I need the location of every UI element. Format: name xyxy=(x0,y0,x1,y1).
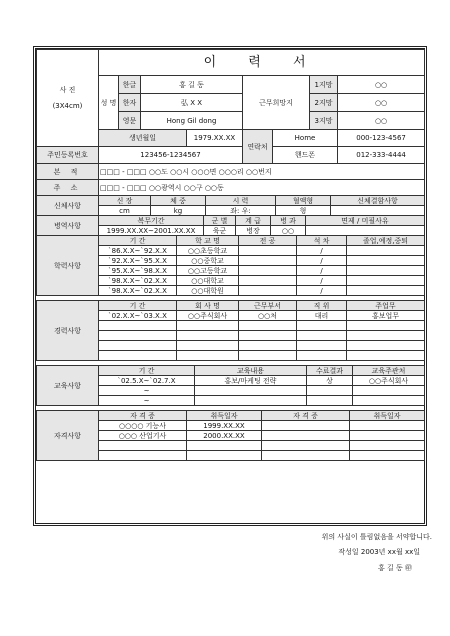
license-header: 취득일자 xyxy=(187,411,262,421)
photo-box xyxy=(37,50,99,147)
mobile-phone: 012-333-4444 xyxy=(338,147,425,164)
license-cell: ○○○○ 기능사 xyxy=(99,421,187,431)
license-header: 자 격 증 xyxy=(262,411,350,421)
license-cell: ○○○ 산업기사 xyxy=(99,431,187,441)
footer xyxy=(0,532,450,573)
hanja-name-label: 한자 xyxy=(119,94,141,112)
military-rank: 병장 xyxy=(236,226,271,236)
signature: 홍 길 동 ㊞ xyxy=(378,564,412,572)
education-cell: / xyxy=(297,256,347,266)
home-phone: 000-123-4567 xyxy=(338,130,425,147)
written-date: 작성일 2003년 xx월 xx일 xyxy=(338,548,420,556)
license-header: 자 격 증 xyxy=(99,411,187,421)
header-table xyxy=(36,49,425,196)
training-cell: 홍보/마케팅 전략 xyxy=(195,376,307,386)
education-cell: / xyxy=(297,266,347,276)
training-cell: ○○주식회사 xyxy=(353,376,425,386)
education-cell: / xyxy=(297,246,347,256)
career-table xyxy=(36,300,425,361)
training-cell: ~ xyxy=(99,386,195,396)
education-cell xyxy=(347,276,425,286)
name-label: 성 명 xyxy=(99,76,119,130)
body-header-blood: 혈액형 xyxy=(276,196,331,206)
body-height: cm xyxy=(99,206,151,216)
career-header: 직 위 xyxy=(297,301,347,311)
desired-place-label: 근무희망지 xyxy=(243,76,310,130)
military-branch: 육군 xyxy=(204,226,236,236)
education-header: 기 간 xyxy=(99,236,177,246)
license-cell: 1999.XX.XX xyxy=(187,421,262,431)
education-cell: ○○대학교 xyxy=(177,276,239,286)
body-blood: 형 xyxy=(276,206,331,216)
korean-name-label: 한글 xyxy=(119,76,141,94)
address-label: 주 소 xyxy=(37,180,99,196)
desired-rank-3: 3지망 xyxy=(310,112,338,130)
desired-value-3: ○○ xyxy=(338,112,425,130)
desired-rank-2: 2지망 xyxy=(310,94,338,112)
english-name: Hong Gil dong xyxy=(141,112,243,130)
origin-value: □□□ - □□□ ○○도 ○○시 ○○○면 ○○○리 ○○번지 xyxy=(99,164,425,180)
military-period: 1999.XX.XX~2001.XX.XX xyxy=(99,226,204,236)
career-label: 경력사항 xyxy=(37,301,99,361)
education-cell: `86.X.X~`92.X.X xyxy=(99,246,177,256)
training-header: 교육주관처 xyxy=(353,366,425,376)
education-cell: / xyxy=(297,276,347,286)
career-header: 근무부서 xyxy=(239,301,297,311)
military-exempt-label: 면제 / 미필사유 xyxy=(306,216,425,226)
body-header-height: 신 장 xyxy=(99,196,151,206)
body-weight: kg xyxy=(151,206,206,216)
body-table xyxy=(36,195,425,216)
career-cell: `02.X.X~`03.X.X xyxy=(99,311,177,321)
career-header: 기 간 xyxy=(99,301,177,311)
desired-rank-1: 1지망 xyxy=(310,76,338,94)
education-cell xyxy=(347,266,425,276)
military-label: 병역사항 xyxy=(37,216,99,236)
career-cell: ○○주식회사 xyxy=(177,311,239,321)
birth-label: 생년월일 xyxy=(99,130,187,147)
license-table xyxy=(36,410,425,461)
military-type: ○○ xyxy=(271,226,306,236)
training-cell: `02.5.X~`02.7.X xyxy=(99,376,195,386)
military-rank-label: 계 급 xyxy=(236,216,271,226)
training-label: 교육사항 xyxy=(37,366,99,406)
education-cell xyxy=(239,266,297,276)
education-cell: ○○중학교 xyxy=(177,256,239,266)
military-branch-label: 군 별 xyxy=(204,216,236,226)
body-header-defects: 신체결함사항 xyxy=(331,196,425,206)
pledge-statement: 위의 사실이 틀림없음을 서약합니다. xyxy=(321,533,432,541)
body-label: 신체사항 xyxy=(37,196,99,216)
page-title: 이 력 서 xyxy=(99,50,425,76)
education-table xyxy=(36,235,425,296)
education-cell xyxy=(239,246,297,256)
education-label: 학력사항 xyxy=(37,236,99,296)
career-header: 회 사 명 xyxy=(177,301,239,311)
education-cell xyxy=(239,276,297,286)
education-header: 학 교 명 xyxy=(177,236,239,246)
military-period-label: 복무기간 xyxy=(99,216,204,226)
training-header: 기 간 xyxy=(99,366,195,376)
education-header: 석 차 xyxy=(297,236,347,246)
desired-value-1: ○○ xyxy=(338,76,425,94)
birth-value: 1979.XX.XX xyxy=(187,130,243,147)
military-exempt xyxy=(306,226,425,236)
education-cell: ○○대학원 xyxy=(177,286,239,296)
home-phone-label: Home xyxy=(273,130,338,147)
english-name-label: 영문 xyxy=(119,112,141,130)
resident-no-label: 주민등록번호 xyxy=(37,147,99,164)
body-header-weight: 체 중 xyxy=(151,196,206,206)
training-header: 교육내용 xyxy=(195,366,307,376)
resident-no: 123456-1234567 xyxy=(99,147,243,164)
license-label: 자격사항 xyxy=(37,411,99,461)
education-cell xyxy=(347,286,425,296)
career-cell: 대리 xyxy=(297,311,347,321)
training-table xyxy=(36,365,425,406)
education-cell xyxy=(347,256,425,266)
military-type-label: 병 과 xyxy=(271,216,306,226)
address-value: □□□ - □□□ ○○광역시 ○○구 ○○동 xyxy=(99,180,425,196)
education-cell: ○○초등학교 xyxy=(177,246,239,256)
career-cell: ○○처 xyxy=(239,311,297,321)
body-header-eyesight: 시 력 xyxy=(206,196,276,206)
career-cell: 홍보업무 xyxy=(347,311,425,321)
mobile-phone-label: 핸드폰 xyxy=(273,147,338,164)
resume-form xyxy=(33,46,427,526)
license-header: 취득일자 xyxy=(350,411,425,421)
contact-label: 연락처 xyxy=(243,130,273,164)
license-cell: 2000.XX.XX xyxy=(187,431,262,441)
training-header: 수료결과 xyxy=(307,366,353,376)
hanja-name: 弘 X X xyxy=(141,94,243,112)
education-cell: `98.X.X~`02.X.X xyxy=(99,276,177,286)
training-cell: 상 xyxy=(307,376,353,386)
education-cell xyxy=(239,256,297,266)
body-eyesight: 좌: 우: xyxy=(206,206,276,216)
body-defects xyxy=(331,206,425,216)
education-cell xyxy=(347,246,425,256)
korean-name: 홍 길 동 xyxy=(141,76,243,94)
education-header: 전 공 xyxy=(239,236,297,246)
education-cell: `98.X.X~`02.X.X xyxy=(99,286,177,296)
education-cell xyxy=(239,286,297,296)
career-header: 주업무 xyxy=(347,301,425,311)
photo-label: 사 진 xyxy=(59,86,76,94)
education-cell: `92.X.X~`95.X.X xyxy=(99,256,177,266)
desired-value-2: ○○ xyxy=(338,94,425,112)
military-table xyxy=(36,215,425,236)
education-header: 졸업,예정,중퇴 xyxy=(347,236,425,246)
origin-label: 본 적 xyxy=(37,164,99,180)
education-cell: / xyxy=(297,286,347,296)
photo-size: (3X4cm) xyxy=(52,102,83,110)
education-cell: ○○고등학교 xyxy=(177,266,239,276)
education-cell: `95.X.X~`98.X.X xyxy=(99,266,177,276)
training-cell: ~ xyxy=(99,396,195,406)
